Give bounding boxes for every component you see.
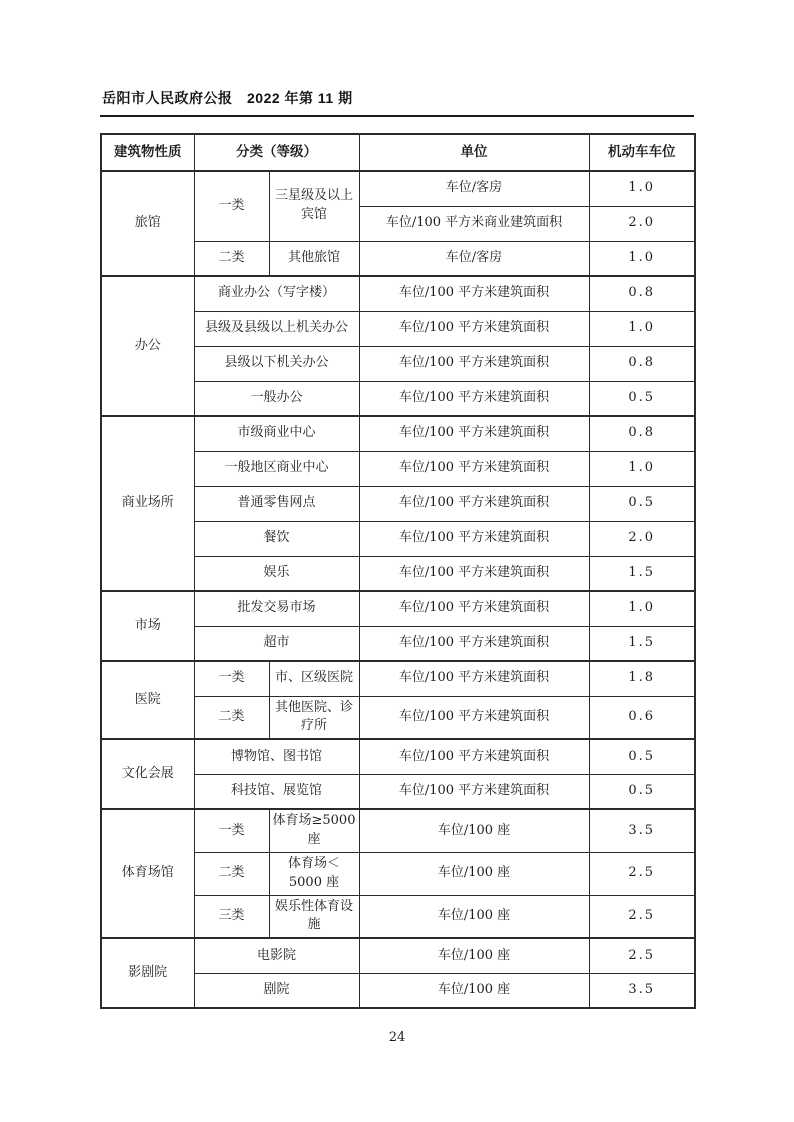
cell-item: 超市 — [194, 626, 359, 661]
cell-unit: 车位/100 平方米建筑面积 — [359, 774, 589, 809]
cell-value: 2.0 — [589, 521, 695, 556]
cell-unit: 车位/100 平方米建筑面积 — [359, 739, 589, 774]
cell-item: 电影院 — [194, 938, 359, 973]
col-header-unit: 单位 — [359, 134, 589, 171]
cell-item: 普通零售网点 — [194, 486, 359, 521]
cell-item: 商业办公（写字楼） — [194, 276, 359, 311]
table-row — [101, 276, 695, 311]
cell-class: 一类 — [194, 661, 269, 696]
cell-value: 2.5 — [589, 852, 695, 895]
cell-item: 三星级及以上宾馆 — [269, 171, 359, 241]
cell-unit: 车位/100 平方米建筑面积 — [359, 661, 589, 696]
cell-class: 二类 — [194, 241, 269, 276]
cell-value: 0.5 — [589, 486, 695, 521]
cell-item: 市级商业中心 — [194, 416, 359, 451]
cell-unit: 车位/100 平方米建筑面积 — [359, 451, 589, 486]
cell-unit: 车位/100 座 — [359, 895, 589, 938]
cell-class: 一类 — [194, 809, 269, 852]
cell-unit: 车位/100 平方米建筑面积 — [359, 591, 589, 626]
cell-item: 娱乐 — [194, 556, 359, 591]
cell-value: 0.8 — [589, 416, 695, 451]
cell-class: 三类 — [194, 895, 269, 938]
cell-building-type: 旅馆 — [101, 171, 194, 276]
header-rule — [100, 115, 694, 117]
cell-unit: 车位/100 座 — [359, 809, 589, 852]
cell-building-type: 影剧院 — [101, 938, 194, 1008]
cell-unit: 车位/100 平方米建筑面积 — [359, 346, 589, 381]
cell-class: 一类 — [194, 171, 269, 241]
cell-item: 县级及县级以上机关办公 — [194, 311, 359, 346]
table-row — [101, 171, 695, 206]
cell-building-type: 办公 — [101, 276, 194, 416]
cell-item: 餐饮 — [194, 521, 359, 556]
cell-value: 1.0 — [589, 241, 695, 276]
cell-value: 0.6 — [589, 696, 695, 739]
cell-unit: 车位/100 平方米建筑面积 — [359, 381, 589, 416]
cell-item: 一般办公 — [194, 381, 359, 416]
cell-value: 0.8 — [589, 276, 695, 311]
table-row — [101, 416, 695, 451]
cell-value: 0.8 — [589, 346, 695, 381]
cell-unit: 车位/客房 — [359, 241, 589, 276]
cell-unit: 车位/100 座 — [359, 973, 589, 1008]
cell-unit: 车位/100 座 — [359, 852, 589, 895]
cell-building-type: 文化会展 — [101, 739, 194, 809]
cell-unit: 车位/100 平方米建筑面积 — [359, 276, 589, 311]
cell-unit: 车位/100 平方米建筑面积 — [359, 521, 589, 556]
cell-item: 市、区级医院 — [269, 661, 359, 696]
col-header-building: 建筑物性质 — [101, 134, 194, 171]
cell-unit: 车位/100 平方米商业建筑面积 — [359, 206, 589, 241]
cell-building-type: 医院 — [101, 661, 194, 739]
cell-unit: 车位/100 平方米建筑面积 — [359, 696, 589, 739]
cell-value: 1.0 — [589, 451, 695, 486]
cell-value: 1.0 — [589, 591, 695, 626]
cell-value: 1.5 — [589, 556, 695, 591]
cell-value: 0.5 — [589, 739, 695, 774]
cell-value: 1.0 — [589, 311, 695, 346]
cell-item: 剧院 — [194, 973, 359, 1008]
cell-building-type: 体育场馆 — [101, 809, 194, 938]
cell-unit: 车位/100 座 — [359, 938, 589, 973]
cell-value: 2.5 — [589, 938, 695, 973]
cell-value: 3.5 — [589, 809, 695, 852]
table-row — [101, 739, 695, 774]
cell-value: 1.8 — [589, 661, 695, 696]
cell-value: 0.5 — [589, 774, 695, 809]
parking-requirements-table — [100, 133, 696, 1009]
cell-unit: 车位/100 平方米建筑面积 — [359, 626, 589, 661]
running-head: 岳阳市人民政府公报 2022 年第 11 期 — [102, 90, 353, 106]
table-row — [101, 938, 695, 973]
table-row — [101, 661, 695, 696]
page-content — [100, 88, 694, 1009]
cell-item: 县级以下机关办公 — [194, 346, 359, 381]
cell-unit: 车位/100 平方米建筑面积 — [359, 486, 589, 521]
cell-value: 3.5 — [589, 973, 695, 1008]
cell-class: 二类 — [194, 696, 269, 739]
cell-building-type: 商业场所 — [101, 416, 194, 591]
cell-unit: 车位/客房 — [359, 171, 589, 206]
cell-value: 2.0 — [589, 206, 695, 241]
cell-unit: 车位/100 平方米建筑面积 — [359, 311, 589, 346]
cell-value: 0.5 — [589, 381, 695, 416]
table-header-row — [101, 134, 695, 171]
cell-item: 其他医院、诊疗所 — [269, 696, 359, 739]
cell-item: 批发交易市场 — [194, 591, 359, 626]
cell-item: 科技馆、展览馆 — [194, 774, 359, 809]
col-header-classification: 分类（等级） — [194, 134, 359, 171]
cell-item: 体育场＜5000 座 — [269, 852, 359, 895]
table-row — [101, 591, 695, 626]
cell-building-type: 市场 — [101, 591, 194, 661]
cell-unit: 车位/100 平方米建筑面积 — [359, 416, 589, 451]
cell-item: 娱乐性体育设施 — [269, 895, 359, 938]
cell-value: 1.0 — [589, 171, 695, 206]
cell-item: 一般地区商业中心 — [194, 451, 359, 486]
cell-item: 其他旅馆 — [269, 241, 359, 276]
table-row — [101, 809, 695, 852]
cell-value: 1.5 — [589, 626, 695, 661]
col-header-parking: 机动车车位 — [589, 134, 695, 171]
cell-item: 博物馆、图书馆 — [194, 739, 359, 774]
cell-class: 二类 — [194, 852, 269, 895]
cell-item: 体育场≥5000 座 — [269, 809, 359, 852]
cell-unit: 车位/100 平方米建筑面积 — [359, 556, 589, 591]
cell-value: 2.5 — [589, 895, 695, 938]
page-number: 24 — [388, 1030, 406, 1045]
